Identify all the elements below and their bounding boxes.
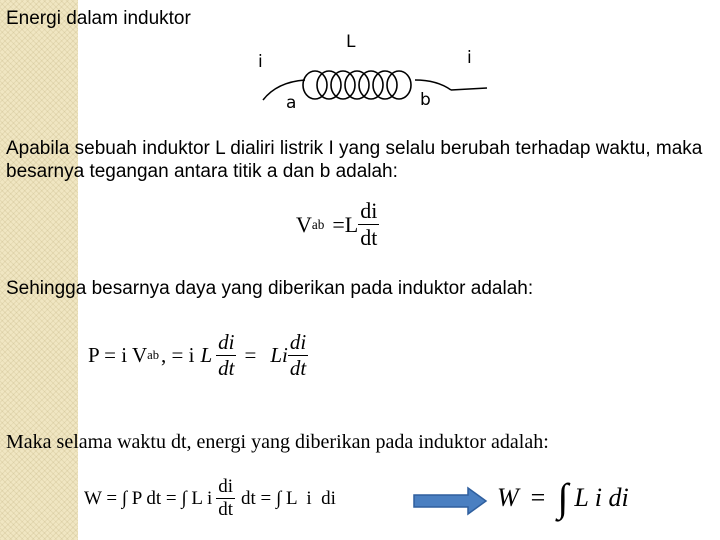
eq2-p-part: P = i V xyxy=(88,343,148,367)
current-label-right: i xyxy=(467,48,472,68)
eq1-lhs-sub: ab xyxy=(311,216,325,232)
eq2-equals: = xyxy=(244,343,257,367)
eq3-result-W: W xyxy=(497,483,519,512)
eq2-L: L xyxy=(200,343,213,367)
eq2-mid: , = i xyxy=(161,343,195,367)
eq3-denominator: dt xyxy=(218,499,234,520)
eq2-denominator-1: dt xyxy=(218,356,235,380)
paragraph-energy: Maka selama waktu dt, energi yang diberikan pada induktor adalah: xyxy=(6,431,549,453)
equation-power xyxy=(88,330,308,381)
eq2-p-sub: ab xyxy=(147,348,160,362)
eq2-fraction-1 xyxy=(216,330,236,381)
eq1-lhs: V xyxy=(296,211,312,237)
paragraph-power: Sehingga besarnya daya yang diberikan pada induktor adalah: xyxy=(6,278,534,299)
eq3-part1: W = ∫ P dt = ∫ L i xyxy=(84,487,213,509)
eq3-part2: dt = ∫ L i di xyxy=(241,487,336,509)
eq3-numerator: di xyxy=(218,476,234,497)
eq2-fraction-2 xyxy=(288,330,308,381)
eq2-Li: Li xyxy=(270,343,288,367)
slide-title: Energi dalam induktor xyxy=(6,8,191,29)
equation-energy xyxy=(84,476,336,521)
eq2-denominator-2: dt xyxy=(289,356,307,380)
current-label-left: i xyxy=(258,52,263,72)
paragraph-voltage: Apabila sebuah induktor L dialiri listrik I yang selalu berubah terhadap waktu, maka besarnya tegangan antara titik a dan b adalah: xyxy=(6,138,703,182)
eq1-denominator: dt xyxy=(360,225,378,250)
eq1-equals: =L xyxy=(332,211,359,237)
eq3-result-body: L i di xyxy=(574,483,629,512)
node-a-label: a xyxy=(286,93,297,113)
eq3-result-integral: ∫ xyxy=(557,475,569,520)
equation-energy-result xyxy=(497,475,629,520)
eq2-numerator-2: di xyxy=(289,330,307,354)
decorative-side-stripe xyxy=(0,0,78,540)
inductor-label: L xyxy=(346,32,356,52)
eq1-numerator: di xyxy=(360,198,378,223)
eq3-fraction xyxy=(216,476,235,521)
eq3-result-equals: = xyxy=(530,483,546,512)
eq2-numerator-1: di xyxy=(218,330,235,354)
right-arrow-icon xyxy=(412,485,488,517)
equation-voltage xyxy=(296,198,379,251)
eq1-fraction xyxy=(358,198,379,251)
node-b-label: b xyxy=(420,90,431,110)
